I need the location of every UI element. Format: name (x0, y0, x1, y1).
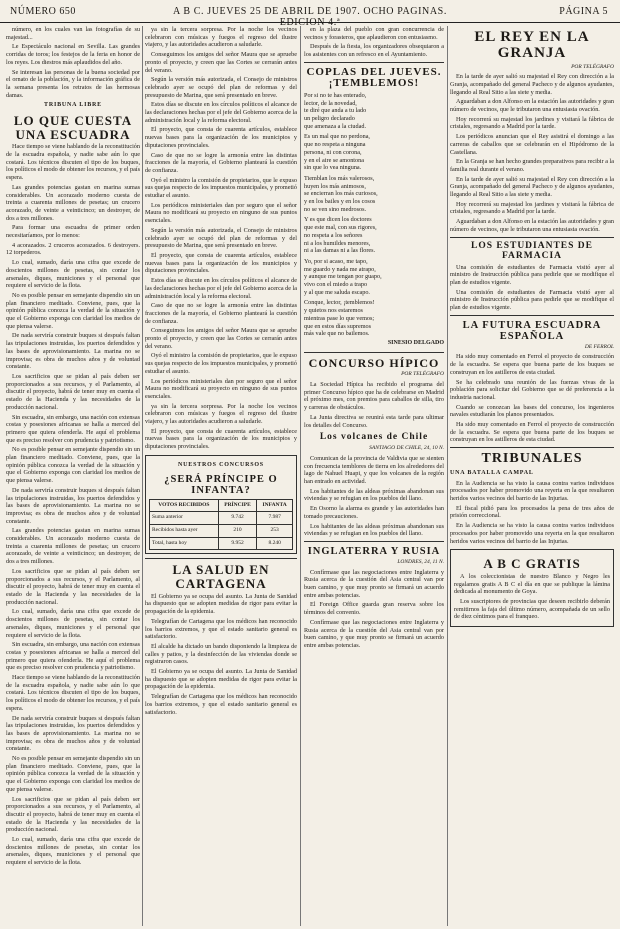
paragraph: Conseguimos los amigos del señor Maura que se apruebe pronto el proyecto, y creen que las Cortes se cerrarán antes del verano. (145, 51, 297, 74)
poem-line: se encierran los más curiosos, (304, 190, 378, 198)
paragraph: número, en los cuales van las fotografías de su majestad... (6, 26, 140, 41)
paragraph: El alcalde ha dictado un bando disponiendo la limpieza de calles y patios, y la desinfección de las viviendas donde se registraron casos. (145, 642, 297, 666)
issue-number: NÚMERO 650 (10, 6, 76, 17)
column-2 (145, 26, 297, 926)
poem-line: y quietos nos estaremos (304, 307, 363, 315)
paragraph: El Gobierno ya se ocupa del asunto. La Junta de Sanidad ha dispuesto que se adopten medidas de rigor para evitar la propagación de la epidemia. (145, 668, 297, 691)
poem-line: y aunque me tengan por guapo, (304, 273, 382, 281)
paragraph: Los periódicos anuncian que el Rey asistirá el domingo a las carreras de caballos que se celebrarán en el Hipódromo de la Castellana. (450, 133, 614, 156)
poem-line: que no respeta a ninguna (304, 141, 366, 149)
column-1 (6, 26, 140, 926)
article-headline: LA SALUD EN CARTAGENA (172, 562, 270, 592)
paragraph: Los habitantes de las aldeas próximas abandonan sus viviendas y se refugian en los pueblos del llano. (304, 522, 444, 538)
table-header: INFANTA (257, 499, 293, 512)
table-row (150, 537, 293, 550)
poem-line: más vale que no bailemos. (304, 330, 370, 338)
article-headline: COPLAS DEL JUEVES. ¡TEMBLEMOS! (306, 65, 442, 90)
author-signature: SINESIO DELGADO (387, 340, 444, 346)
paragraph: Hoy recorrerá su majestad los jardines y visitará la fábrica de cristales, regresando a Madrid por la tarde. (450, 115, 614, 131)
table-cell: 9.952 (218, 537, 257, 550)
article-headline: Los volcanes de Chile (319, 432, 429, 443)
paragraph: Los suscriptores de provincias que deseen recibirlo deberán remitirnos la faja del último número, acompañada de un sello de diez céntimos para el franqueo. (454, 597, 610, 621)
article-headline: EL REY EN LA GRANJA (474, 29, 590, 61)
paragraph: De nada serviría construir buques si después faltan las tripulaciones instruidas, los puertos defendidos y las bases de aprovisionamiento. La marina no se improvisa; es obra de muchos años y de voluntad constante. (6, 714, 140, 753)
table-cell: 7.987 (257, 512, 293, 525)
poem-line: que amenaza a la ciudad. (304, 122, 367, 130)
paragraph: Caso de que no se logre la armonía entre las distintas fracciones de la mayoría, el Gobierno planteará la cuestión de confianza. (145, 151, 297, 174)
poem-line: Y es que dicen los doctores (304, 216, 372, 224)
article-headline: INGLATERRA Y RUSIA (307, 545, 441, 557)
poem-line: que en estos días supremos (304, 322, 372, 330)
paragraph: En la Audiencia se ha visto la causa contra varios individuos procesados por haber promovido una reyerta en la que resultaron heridos varios vecinos del barrio de las Injurias. (450, 479, 614, 502)
poem-line: lector, de la novedad, (304, 99, 357, 107)
paragraph: Confírmase que las negociaciones entre Inglaterra y Rusia acerca de la cuestión del Asia central van por buen camino, y que muy pronto se firmará un acuerdo entre ambas potencias. (304, 568, 444, 599)
poem-line: vivo con el miedo a trapo (304, 281, 368, 289)
paragraph: La Sociedad Hípica ha recibido el programa del primer Concurso hípico que ha de celebrarse en Madrid el próximo mes, con premios para caballos de silla, tiro y carreras de obstáculos. (304, 381, 444, 412)
poem (304, 92, 444, 338)
paragraph: No es posible pensar en semejante dispendio sin un plan financiero meditado. Conviene, pues, que la opinión pública conozca la verdad de la situación y que el Gobierno exponga con claridad los medios de que piensa valerse. (6, 291, 140, 330)
paragraph: La Junta directiva se reunirá esta tarde para ultimar los detalles del Concurso. (304, 413, 444, 429)
column-rule (447, 26, 448, 926)
poem-line: ni a las damas ni a las flores. (304, 247, 376, 255)
paragraph: Sin escuadra, sin embargo, una nación con extensas costas y posesiones africanas se halla a merced del primero que quiera ofenderla. He aquí el problema que es preciso resolver con prudencia y patriotismo. (6, 413, 140, 444)
section-divider (145, 558, 297, 559)
paragraph: Aguardaban a don Alfonso en la estación las autoridades y gran número de vecinos, que le tributaron una entusiasta ovación. (450, 218, 614, 233)
poem-line: Por si no te has enterado, (304, 91, 367, 99)
byline: SANTIAGO DE CHILE, 24, 10 N. (369, 445, 444, 452)
section-divider (450, 447, 614, 448)
paragraph: En la tarde de ayer salió su majestad el Rey con dirección a la Granja, acompañado del general Pacheco y de algunos ayudantes, llegando al Real Sitio a las siete y media. (450, 73, 614, 96)
table-header: PRÍNCIPE (218, 499, 257, 512)
paragraph: ya sin la tercera sorpresa. Por la noche los vecinos celebraron con músicas y fuegos el regreso del ilustre viajero, y las autoridades acudieron a saludarle. (145, 402, 297, 426)
byline: POR TELÉGRAFO (401, 371, 444, 378)
paragraph: Los periódicos ministeriales dan por seguro que el señor Maura no modificará su proyecto en ninguno de sus puntos esenciales. (145, 201, 297, 225)
byline: LONDRES, 24, 11 N. (397, 558, 444, 565)
survey-title: ¿SERÁ PRÍNCIPE O INFANTA? (164, 473, 278, 496)
paragraph: Según la versión más autorizada, el Consejo de ministros celebrado ayer se ocupó del plan de reformas y del presupuesto de Marina, que será presentado en breve. (145, 76, 297, 99)
table-cell: 210 (218, 525, 257, 538)
table-cell: Total, hasta hoy (150, 537, 219, 550)
survey-kicker: NUESTROS CONCURSOS (178, 461, 264, 468)
paragraph: Lo cual, sumado, daría una cifra que excede de doscientos millones de pesetas, sin contar los arsenales, diques, municiones y el personal que requiere el servicio de la flota. (6, 259, 140, 290)
table-cell: Recibidos hasta ayer (150, 525, 219, 538)
paragraph: Conseguimos los amigos del señor Maura que se apruebe pronto el proyecto, y creen que las Cortes se cerrarán antes del verano. (145, 327, 297, 350)
paragraph: Hace tiempo se viene hablando de la reconstitución de la escuadra española, y nadie sabe aún lo que costará. Los técnicos discuten el tipo de los buques, los políticos el modo de obtener los recursos, y el país espera. (6, 674, 140, 712)
article-headline: CONCURSO HÍPICO (308, 355, 440, 370)
poem-line: Conque, lector, ¡temblemos! (304, 299, 375, 307)
paragraph: Los sacrificios que se pidan al país deben ser proporcionados a sus recursos, y el Parlamento, al discutir el proyecto, habrá de tener muy en cuenta el estado de la Hacienda y las necesidades de la producción nacional. (6, 795, 140, 834)
paragraph: En Osorno la alarma es grande y las autoridades han tomado precauciones. (304, 505, 444, 520)
paragraph: Lo cual, sumado, daría una cifra que excede de doscientos millones de pesetas, sin contar los arsenales, diques, municiones y el personal que requiere el servicio de la flota. (6, 836, 140, 867)
paragraph: El Gobierno ya se ocupa del asunto. La Junta de Sanidad ha dispuesto que se adopten medidas de rigor para evitar la propagación de la epidemia. (145, 592, 297, 616)
paragraph: Para formar una escuadra de primer orden necesitaríamos, por lo menos: (6, 224, 140, 240)
paragraph: Lo cual, sumado, daría una cifra que excede de doscientos millones de pesetas, sin contar los arsenales, diques, municiones y el personal que requiere el servicio de la flota. (6, 608, 140, 639)
poem-line: y en el aire se amontona (304, 156, 364, 164)
page-number: PÁGINA 5 (559, 6, 608, 17)
paragraph: Una comisión de estudiantes de Farmacia visitó ayer al ministro de Instrucción pública para pedirle que se modifique el plan de estudios vigente. (450, 288, 614, 312)
paragraph: Cuando se conozcan las bases del concurso, los ingenieros navales estudiarán los planos presentados. (450, 403, 614, 419)
table-cell: 253 (257, 525, 293, 538)
poem-line: sin que lo vea ninguna. (304, 164, 362, 172)
paragraph: Confírmase que las negociaciones entre Inglaterra y Rusia acerca de la cuestión del Asia central van por buen camino, y que muy pronto se firmará un acuerdo entre ambas potencias. (304, 618, 444, 649)
paragraph: En la Audiencia se ha visto la causa contra varios individuos procesados por haber promovido una reyerta en la que resultaron heridos varios vecinos del barrio de las Injurias. (450, 522, 614, 545)
paragraph: Una comisión de estudiantes de Farmacia visitó ayer al ministro de Instrucción pública para pedirle que se modifique el plan de estudios vigente. (450, 263, 614, 286)
poem-line: mientras pase lo que vemos; (304, 314, 375, 322)
paragraph: El proyecto, que consta de cuarenta artículos, establece nuevas bases para la organización de los municipios y diputaciones provinciales. (145, 251, 297, 275)
poem-line: persona, ni con corona, (304, 148, 362, 156)
paragraph: Según la versión más autorizada, el Consejo de ministros celebrado ayer se ocupó del plan de reformas y del presupuesto de Marina, que será presentado en breve. (145, 226, 297, 250)
paragraph: De nada serviría construir buques si después faltan las tripulaciones instruidas, los puertos defendidos y las bases de aprovisionamiento. La marina no se improvisa; es obra de muchos años y de voluntad constante. (6, 332, 140, 371)
paragraph: Oyó el ministro la comisión de propietarios, que le expuso sus quejas respecto de los impuestos municipales, y prometió estudiar el asunto. (145, 176, 297, 200)
paragraph: El fiscal pidió para los procesados la pena de tres años de prisión correccional. (450, 504, 614, 520)
paragraph: Sin escuadra, sin embargo, una nación con extensas costas y posesiones africanas se halla a merced del primero que quiera ofenderla. He aquí el problema que es preciso resolver con prudencia y patriotismo. (6, 641, 140, 672)
section-divider (450, 315, 614, 316)
byline: POR TELÉGRAFO (571, 63, 614, 70)
paragraph: En la tarde de ayer salió su majestad el Rey con dirección a la Granja, acompañado del general Pacheco y de algunos ayudantes, llegando al Real Sitio a las siete y media. (450, 175, 614, 199)
poem-line: y en los bailes y en los cosos (304, 198, 376, 206)
paragraph: Hace tiempo se viene hablando de la reconstitución de la escuadra española, y nadie sabe aún lo que costará. Los técnicos discuten el tipo de los buques, los políticos el modo de obtener los recursos, y el país espera. (6, 143, 140, 182)
paragraph: No es posible pensar en semejante dispendio sin un plan financiero meditado. Conviene, pues, que la opinión pública conozca la verdad de la situación y que el Gobierno exponga con claridad los medios de que piensa valerse. (6, 755, 140, 793)
poem-line: huyen los más animosos, (304, 182, 366, 190)
paragraph: Después de la fiesta, los organizadores obsequiaron a los asistentes con un refresco en el Ayuntamiento. (304, 43, 444, 59)
paragraph: Los sacrificios que se pidan al país deben ser proporcionados a sus recursos, y el Parlamento, al discutir el proyecto, habrá de tener muy en cuenta el estado de la Hacienda y las necesidades de la producción nacional. (6, 567, 140, 606)
poem-line: te diré que anda a tu lado (304, 107, 367, 115)
article-headline: LO QUE CUESTA UNA ESCUADRA (13, 113, 133, 142)
column-rule (142, 26, 143, 926)
poem-line: me guardo y nada me atrapo, (304, 265, 376, 273)
paragraph: Las grandes potencias gastan en marina sumas considerables. Un acorazado moderno cuesta de treinta a cuarenta millones de pesetas; un crucero acorazado, de veinte a veinticinco; un destroyer, de dos a tres millones. (6, 527, 140, 566)
paragraph: Hoy recorrerá su majestad los jardines y visitará la fábrica de cristales, regresando a Madrid por la tarde. (450, 200, 614, 216)
paragraph: No es posible pensar en semejante dispendio sin un plan financiero meditado. Conviene, pues, que la opinión pública conozca la verdad de la situación y que el Gobierno exponga con claridad los medios de que piensa valerse. (6, 446, 140, 485)
paragraph: El Foreign Office guarda gran reserva sobre los términos del convenio. (304, 601, 444, 617)
section-kicker: TRIBUNA LIBRE (44, 102, 102, 109)
paragraph: De nada serviría construir buques si después faltan las tripulaciones instruidas, los puertos defendidos y las bases de aprovisionamiento. La marina no se improvisa; es obra de muchos años y de voluntad constante. (6, 486, 140, 525)
paragraph: Se interesan las personas de la buena sociedad por el ornato de la población, y la información gráfica de la semana presenta los retratos de las hermosas damas. (6, 68, 140, 99)
paragraph: Estos días se discute en los círculos políticos el alcance de las declaraciones hechas por el jefe del Gobierno acerca de la administración local y la reforma electoral. (145, 101, 297, 124)
paragraph: Se ha celebrado una reunión de las fuerzas vivas de la población para solicitar del Gobierno que se dé preferencia a la industria nacional. (450, 378, 614, 401)
poem-line: no se ven sino medrosos. (304, 205, 367, 213)
paragraph: El proyecto, que consta de cuarenta artículos, establece nuevas bases para la organización de los municipios y diputaciones provinciales. (145, 126, 297, 149)
poem-line: Es un mal que no perdona, (304, 133, 370, 141)
paragraph: Caso de que no se logre la armonía entre las distintas fracciones de la mayoría, el Gobierno planteará la cuestión de confianza. (145, 302, 297, 325)
paragraph: Ha sido muy comentado en Ferrol el proyecto de construcción de la escuadra. Se espera que buena parte de los buques se construyan en los astilleros de esta ciudad. (450, 353, 614, 376)
article-headline: TRIBUNALES (481, 451, 583, 467)
paragraph: Las grandes potencias gastan en marina sumas considerables. Un acorazado moderno cuesta de treinta a cuarenta millones de pesetas; un crucero acorazado, de veinte a veinticinco; un destroyer, de dos a tres millones. (6, 183, 140, 222)
poem-line: un peligro declarado (304, 115, 355, 123)
poem-line: que este mal, con sus rigores, (304, 224, 377, 232)
section-divider (304, 352, 444, 353)
paragraph: Oyó el ministro la comisión de propietarios, que le expuso sus quejas respecto de los impuestos municipales, y prometió estudiar el asunto. (145, 352, 297, 375)
paragraph: Telegrafían de Cartagena que los médicos han reconocido los barrios extremos, y que el estado sanitario general es satisfactorio. (145, 617, 297, 641)
paragraph: A los coleccionistas de nuestro Blanco y Negro les regalamos gratis A B C el día en que se publique la lámina dedicada al monumento de Goya. (454, 572, 610, 596)
paragraph: 4 acorazados. 2 cruceros acorazados. 6 destroyers. 12 torpederos. (6, 241, 140, 257)
paragraph: Ha sido muy comentado en Ferrol el proyecto de construcción de la escuadra. Se espera que buena parte de los buques se construyan en los astilleros de esta ciudad. (450, 421, 614, 444)
paragraph: Los habitantes de las aldeas próximas abandonan sus viviendas y se refugian en los pueblos del llano. (304, 487, 444, 503)
column-3 (304, 26, 444, 926)
paragraph: Los periódicos ministeriales dan por seguro que el señor Maura no modificará su proyecto en ninguno de sus puntos esenciales. (145, 377, 297, 400)
table-cell: 8.240 (257, 537, 293, 550)
poem-line: ni a los humildes menores, (304, 239, 371, 247)
survey-box (145, 455, 297, 555)
section-divider (304, 62, 444, 63)
section-divider (304, 541, 444, 542)
paragraph: en la plaza del pueblo con gran concurrencia de vecinos y forasteros, que aplaudieron con entusiasmo. (304, 26, 444, 41)
gratis-box (450, 549, 614, 627)
paragraph: Comunican de la provincia de Valdivia que se sienten con frecuencia temblores de tierra en los alrededores del lago de Nahuel Huapi, y que los volcanes de la región han entrado en actividad. (304, 454, 444, 485)
table-row (150, 512, 293, 525)
table-header-row (150, 499, 293, 512)
table-row (150, 525, 293, 538)
column-rule (300, 26, 301, 926)
poem-line: no respeta a los señores (304, 231, 363, 239)
section-divider (450, 237, 614, 238)
paragraph: Le Espectáculo nacional en Sevilla. Las grandes corridas de toros; los festejos de la feria en honor de los reyes. Los diestros más aplaudidos del año. (6, 43, 140, 66)
column-4 (450, 26, 614, 926)
paragraph: El proyecto, que consta de cuarenta artículos, establece nuevas bases para la organización de los municipios y diputaciones provinciales. (145, 427, 297, 451)
table-header: VOTOS RECIBIDOS (150, 499, 219, 512)
paragraph: Aguardaban a don Alfonso en la estación las autoridades y gran número de vecinos, que le tributaron una entusiasta ovación. (450, 98, 614, 114)
article-subheadline: UNA BATALLA CAMPAL (450, 469, 534, 476)
table-cell: Suma anterior (150, 512, 219, 525)
masthead (0, 0, 620, 28)
paragraph: Telegrafían de Cartagena que los médicos han reconocido los barrios extremos, y que el estado sanitario general es satisfactorio. (145, 693, 297, 716)
paragraph: Los sacrificios que se pidan al país deben ser proporcionados a sus recursos, y el Parlamento, al discutir el proyecto, habrá de tener muy en cuenta el estado de la Hacienda y las necesidades de la producción nacional. (6, 373, 140, 411)
poem-line: y al que me saluda escapo. (304, 288, 370, 296)
article-headline: LA FUTURA ESCUADRA ESPAÑOLA (462, 319, 602, 342)
poem-line: Tiemblan los más valerosos, (304, 174, 375, 182)
table-cell: 9.742 (218, 512, 257, 525)
byline: DE FERROL (584, 343, 614, 350)
paragraph: Estos días se discute en los círculos políticos el alcance de las declaraciones hechas por el jefe del Gobierno acerca de la administración local y la reforma electoral. (145, 277, 297, 300)
paragraph: ya sin la tercera sorpresa. Por la noche los vecinos celebraron con músicas y fuegos el regreso del ilustre viajero, y las autoridades acudieron a saludarle. (145, 26, 297, 49)
box-headline: A B C GRATIS (483, 556, 581, 572)
article-headline: LOS ESTUDIANTES DE FARMACIA (470, 240, 593, 261)
masthead-title: A B C. JUEVES 25 DE ABRIL DE 1907. OCHO PAGINAS. EDICION 4.ª (173, 6, 447, 28)
poem-line: Yo, por si acaso, me tapo, (304, 257, 368, 265)
survey-table (149, 499, 293, 551)
paragraph: En la Granja se han hecho grandes preparativos para recibir a la familia real durante el verano. (450, 158, 614, 173)
